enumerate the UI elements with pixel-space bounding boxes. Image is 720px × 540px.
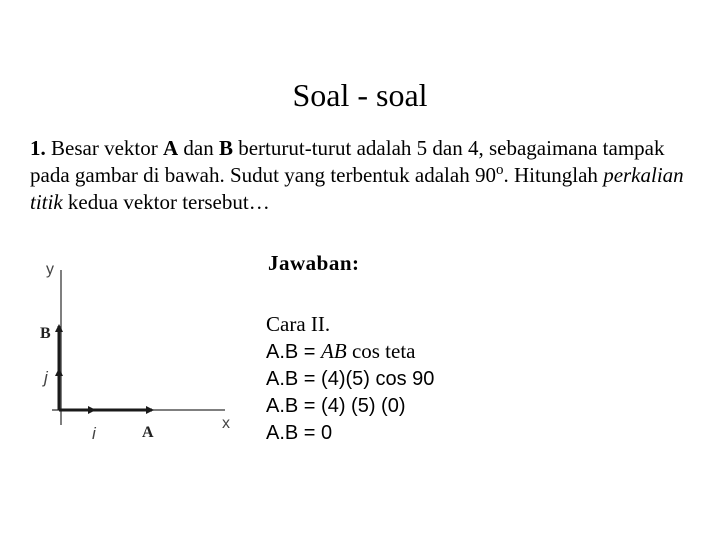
problem-statement: [30, 135, 700, 216]
step-4-lhs: A.B =: [266, 422, 322, 444]
step-2: [266, 366, 434, 393]
problem-text-3: berturut-turut adalah 5 dan 4, sebagaimana tampak pada gambar di bawah. Sudut yang terbentuk adalah 90: [30, 136, 665, 187]
vector-b-label: B: [40, 325, 51, 342]
step-4: [266, 420, 434, 447]
step-1-lhs: A.B =: [266, 341, 322, 363]
vector-b-name: B: [218, 136, 233, 160]
answer-steps: [266, 311, 434, 447]
step-4-rhs: 0: [321, 422, 333, 444]
problem-text-2: dan: [178, 136, 219, 160]
degree-symbol: o: [495, 162, 504, 178]
step-1-magnitudes: AB: [321, 339, 347, 363]
vector-diagram: [30, 250, 250, 450]
step-3-rhs: (4) (5) (0): [321, 395, 406, 417]
slide-title: Soal - soal: [292, 77, 428, 113]
vector-a-label: A: [142, 424, 154, 441]
step-1-rhs: cos teta: [346, 339, 416, 363]
problem-text-4: . Hitunglah: [503, 163, 604, 187]
y-axis-label: y: [46, 261, 54, 278]
step-3: [266, 393, 434, 420]
vector-a-name: A: [162, 136, 179, 160]
unit-i-label: i: [92, 424, 96, 443]
step-2-rhs: (4)(5) cos 90: [321, 368, 435, 390]
unit-j-label: j: [44, 368, 48, 387]
problem-text-5: kedua vektor tersebut…: [62, 190, 270, 214]
step-1: [266, 338, 434, 366]
problem-number: 1.: [30, 136, 46, 160]
problem-text-1: Besar vektor: [45, 136, 163, 160]
dot-product-phrase: perkalian titik: [30, 163, 684, 214]
method-label: Cara II.: [266, 312, 331, 336]
vector-diagram-svg: [30, 250, 250, 450]
x-axis-label: x: [222, 415, 230, 432]
step-2-lhs: A.B =: [266, 368, 322, 390]
answer-label: Jawaban:: [268, 251, 360, 275]
step-3-lhs: A.B =: [266, 395, 322, 417]
